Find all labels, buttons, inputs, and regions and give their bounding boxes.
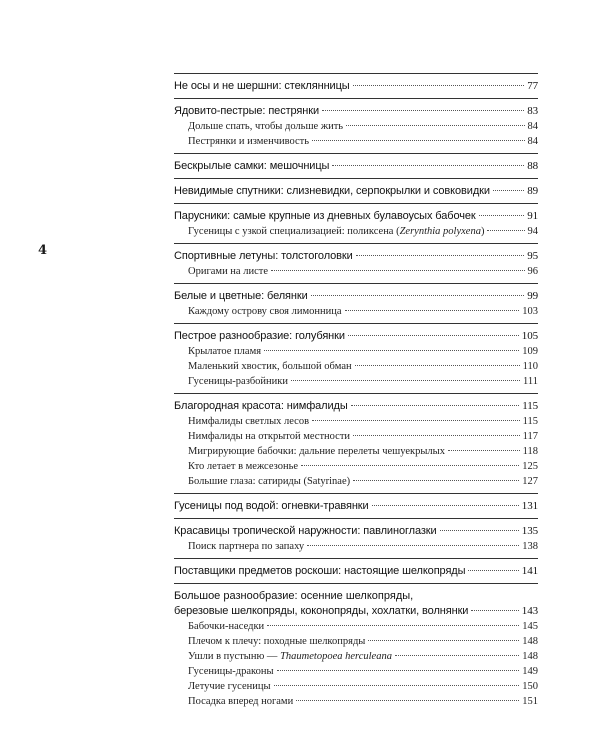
chapter-page-number: 91 [527, 210, 538, 222]
subsection-page-number: 84 [527, 136, 538, 147]
chapter-title: Бескрылые самки: мешочницы [174, 160, 330, 172]
chapter-title: березовые шелкопряды, коконопряды, хохлатки, волнянки [174, 605, 469, 617]
dot-leader [448, 450, 520, 451]
dot-leader [296, 700, 519, 701]
dot-leader [355, 365, 520, 366]
dot-leader [351, 405, 520, 406]
subsection-latin-name: Thaumetopoea herculeana [280, 651, 392, 662]
chapter-page-number: 77 [527, 80, 538, 92]
dot-leader [353, 85, 525, 86]
toc-chapter-entry[interactable] [174, 79, 538, 94]
dot-leader [395, 655, 519, 656]
subsection-title [188, 429, 350, 444]
subsection-title-text: Оригами на листе [188, 266, 268, 277]
chapter-title: Парусники: самые крупные из дневных булавоусых бабочек [174, 210, 476, 222]
dot-leader [471, 610, 518, 611]
chapter-page-number: 88 [527, 160, 538, 172]
toc-subsection-entry[interactable] [174, 119, 538, 134]
toc-subsection-entry[interactable] [174, 539, 538, 554]
toc-chapter-entry[interactable] [174, 289, 538, 304]
subsection-title [188, 344, 261, 359]
chapter-title: Спортивные летуны: толстоголовки [174, 250, 353, 262]
subsection-page-number: 151 [522, 696, 538, 707]
toc-subsection-entry[interactable] [174, 304, 538, 319]
subsection-title-text: Пестрянки и изменчивость [188, 136, 310, 147]
subsection-title [188, 539, 304, 554]
subsection-title [188, 459, 298, 474]
subsection-title-text: Дольше спать, чтобы дольше жить [188, 121, 344, 132]
subsection-page-number: 111 [523, 376, 538, 387]
subsection-title [188, 304, 342, 319]
chapter-page-number: 105 [521, 330, 538, 342]
dot-leader [274, 685, 520, 686]
dot-leader [267, 625, 519, 626]
toc-chapter-entry[interactable] [174, 209, 538, 224]
subsection-page-number: 96 [527, 266, 538, 277]
subsection-title [188, 634, 365, 649]
subsection-title-text: Кто летает в межсезонье [188, 461, 299, 472]
toc-chapter-entry[interactable] [174, 399, 538, 414]
dot-leader [332, 165, 524, 166]
dot-leader [353, 435, 520, 436]
subsection-page-number: 103 [522, 306, 538, 317]
subsection-page-number: 118 [522, 446, 538, 457]
toc-subsection-entry[interactable] [174, 374, 538, 389]
subsection-title [188, 414, 309, 429]
toc-subsection-entry[interactable] [174, 649, 538, 664]
subsection-title [188, 134, 309, 149]
dot-leader [291, 380, 520, 381]
chapter-page-number: 89 [527, 185, 538, 197]
chapter-title: Не осы и не шершни: стеклянницы [174, 80, 350, 92]
toc-chapter-entry[interactable] [174, 184, 538, 199]
subsection-title [188, 374, 288, 389]
subsection-title-text: Гусеницы с узкой специализацией: поликсена ( [188, 226, 400, 237]
toc-subsection-entry[interactable] [174, 344, 538, 359]
chapter-title: Поставщики предметов роскоши: настоящие шелкопряды [174, 565, 466, 577]
subsection-page-number: 150 [522, 681, 538, 692]
subsection-title-text: Мигрирующие бабочки: дальние перелеты чешуекрылых [188, 446, 445, 457]
dot-leader [479, 215, 525, 216]
subsection-title-text: Нимфалиды на открытой местности [188, 431, 351, 442]
toc-chapter-entry[interactable] [174, 159, 538, 174]
subsection-title-text: Крылатое пламя [188, 346, 262, 357]
subsection-page-number: 115 [522, 416, 538, 427]
dot-leader [468, 570, 518, 571]
toc-subsection-entry[interactable] [174, 634, 538, 649]
subsection-title-text: Маленький хвостик, большой обман [188, 361, 352, 372]
toc-chapter-entry[interactable] [174, 499, 538, 514]
subsection-page-number: 149 [522, 666, 538, 677]
subsection-page-number: 125 [522, 461, 538, 472]
dot-leader [493, 190, 524, 191]
chapter-title: Невидимые спутники: слизневидки, серпокрылки и совковидки [174, 185, 490, 197]
chapter-title: Красавицы тропической наружности: павлиноглазки [174, 525, 437, 537]
subsection-title-text: Летучие гусеницы [188, 681, 271, 692]
subsection-page-number: 138 [522, 541, 538, 552]
subsection-title [188, 474, 350, 489]
subsection-title [188, 649, 392, 664]
dot-leader [322, 110, 524, 111]
subsection-page-number: 117 [522, 431, 538, 442]
subsection-page-number: 84 [527, 121, 538, 132]
toc-subsection-entry[interactable] [174, 414, 538, 429]
toc-subsection-entry[interactable] [174, 444, 538, 459]
toc-chapter-entry[interactable] [174, 564, 538, 579]
chapter-page-number: 135 [521, 525, 538, 537]
dot-leader [353, 480, 519, 481]
chapter-page-number: 95 [527, 250, 538, 262]
subsection-title-suffix: ) [480, 226, 485, 237]
chapter-page-number: 115 [522, 400, 538, 412]
chapter-title: Ядовито-пестрые: пестрянки [174, 105, 320, 117]
subsection-page-number: 109 [522, 346, 538, 357]
dot-leader [368, 640, 519, 641]
dot-leader [372, 505, 519, 506]
dot-leader [487, 230, 524, 231]
subsection-title-text: Посадка вперед ногами [188, 696, 294, 707]
toc-subsection-entry[interactable] [174, 474, 538, 489]
subsection-title-text: Гусеницы-драконы [188, 666, 274, 677]
toc-subsection-entry[interactable] [174, 459, 538, 474]
toc-subsection-entry[interactable] [174, 694, 538, 709]
chapter-title: Благородная красота: нимфалиды [174, 400, 348, 412]
toc-subsection-entry[interactable] [174, 664, 538, 679]
subsection-title [188, 694, 293, 709]
toc-chapter-entry[interactable] [174, 604, 538, 619]
spacer [174, 709, 538, 713]
subsection-title-text: Поиск партнера по запаху [188, 541, 305, 552]
subsection-page-number: 148 [522, 651, 538, 662]
subsection-title [188, 679, 271, 694]
dot-leader [311, 295, 525, 296]
dot-leader [312, 140, 524, 141]
toc-subsection-entry[interactable] [174, 359, 538, 374]
chapter-title-line: Большое разнообразие: осенние шелкопряды, [174, 590, 414, 602]
dot-leader [277, 670, 520, 671]
chapter-page-number: 83 [527, 105, 538, 117]
toc-subsection-entry[interactable] [174, 224, 538, 239]
subsection-title-text: Бабочки-наседки [188, 621, 265, 632]
toc-chapter-entry[interactable] [174, 104, 538, 119]
subsection-title [188, 444, 445, 459]
toc-chapter-entry[interactable] [174, 329, 538, 344]
subsection-page-number: 110 [522, 361, 538, 372]
toc-subsection-entry[interactable] [174, 619, 538, 634]
subsection-page-number: 148 [522, 636, 538, 647]
table-of-contents [174, 73, 538, 713]
subsection-latin-name: Zerynthia polyxena [399, 226, 481, 237]
toc-subsection-entry[interactable] [174, 679, 538, 694]
dot-leader [264, 350, 519, 351]
page-number: 4 [38, 243, 48, 258]
toc-subsection-entry[interactable] [174, 264, 538, 279]
dot-leader [348, 335, 519, 336]
subsection-title [188, 664, 274, 679]
subsection-page-number: 145 [522, 621, 538, 632]
dot-leader [271, 270, 525, 271]
subsection-title-text: Нимфалиды светлых лесов [188, 416, 310, 427]
subsection-title [188, 359, 352, 374]
subsection-title-text: Ушли в пустыню — [188, 651, 281, 662]
subsection-title-text: Гусеницы-разбойники [188, 376, 289, 387]
subsection-title [188, 224, 484, 239]
chapter-title: Белые и цветные: белянки [174, 290, 308, 302]
dot-leader [312, 420, 520, 421]
subsection-title-text: Плечом к плечу: походные шелкопряды [188, 636, 366, 647]
subsection-title [188, 619, 264, 634]
subsection-page-number: 127 [522, 476, 538, 487]
subsection-title [188, 264, 268, 279]
subsection-title-text: Каждому острову своя лимонница [188, 306, 342, 317]
dot-leader [440, 530, 519, 531]
chapter-title: Пестрое разнообразие: голубянки [174, 330, 345, 342]
dot-leader [345, 310, 520, 311]
subsection-page-number: 94 [527, 226, 538, 237]
dot-leader [301, 465, 519, 466]
toc-subsection-entry[interactable] [174, 134, 538, 149]
chapter-page-number: 141 [521, 565, 538, 577]
subsection-title [188, 119, 343, 134]
toc-subsection-entry[interactable] [174, 429, 538, 444]
toc-chapter-entry[interactable] [174, 249, 538, 264]
dot-leader [346, 125, 524, 126]
subsection-title-text: Большие глаза: сатириды (Satyrinae) [188, 476, 351, 487]
dot-leader [356, 255, 525, 256]
chapter-page-number: 99 [527, 290, 538, 302]
chapter-page-number: 131 [521, 500, 538, 512]
chapter-page-number: 143 [521, 605, 538, 617]
dot-leader [307, 545, 519, 546]
chapter-title: Гусеницы под водой: огневки-травянки [174, 500, 369, 512]
toc-chapter-entry[interactable] [174, 524, 538, 539]
